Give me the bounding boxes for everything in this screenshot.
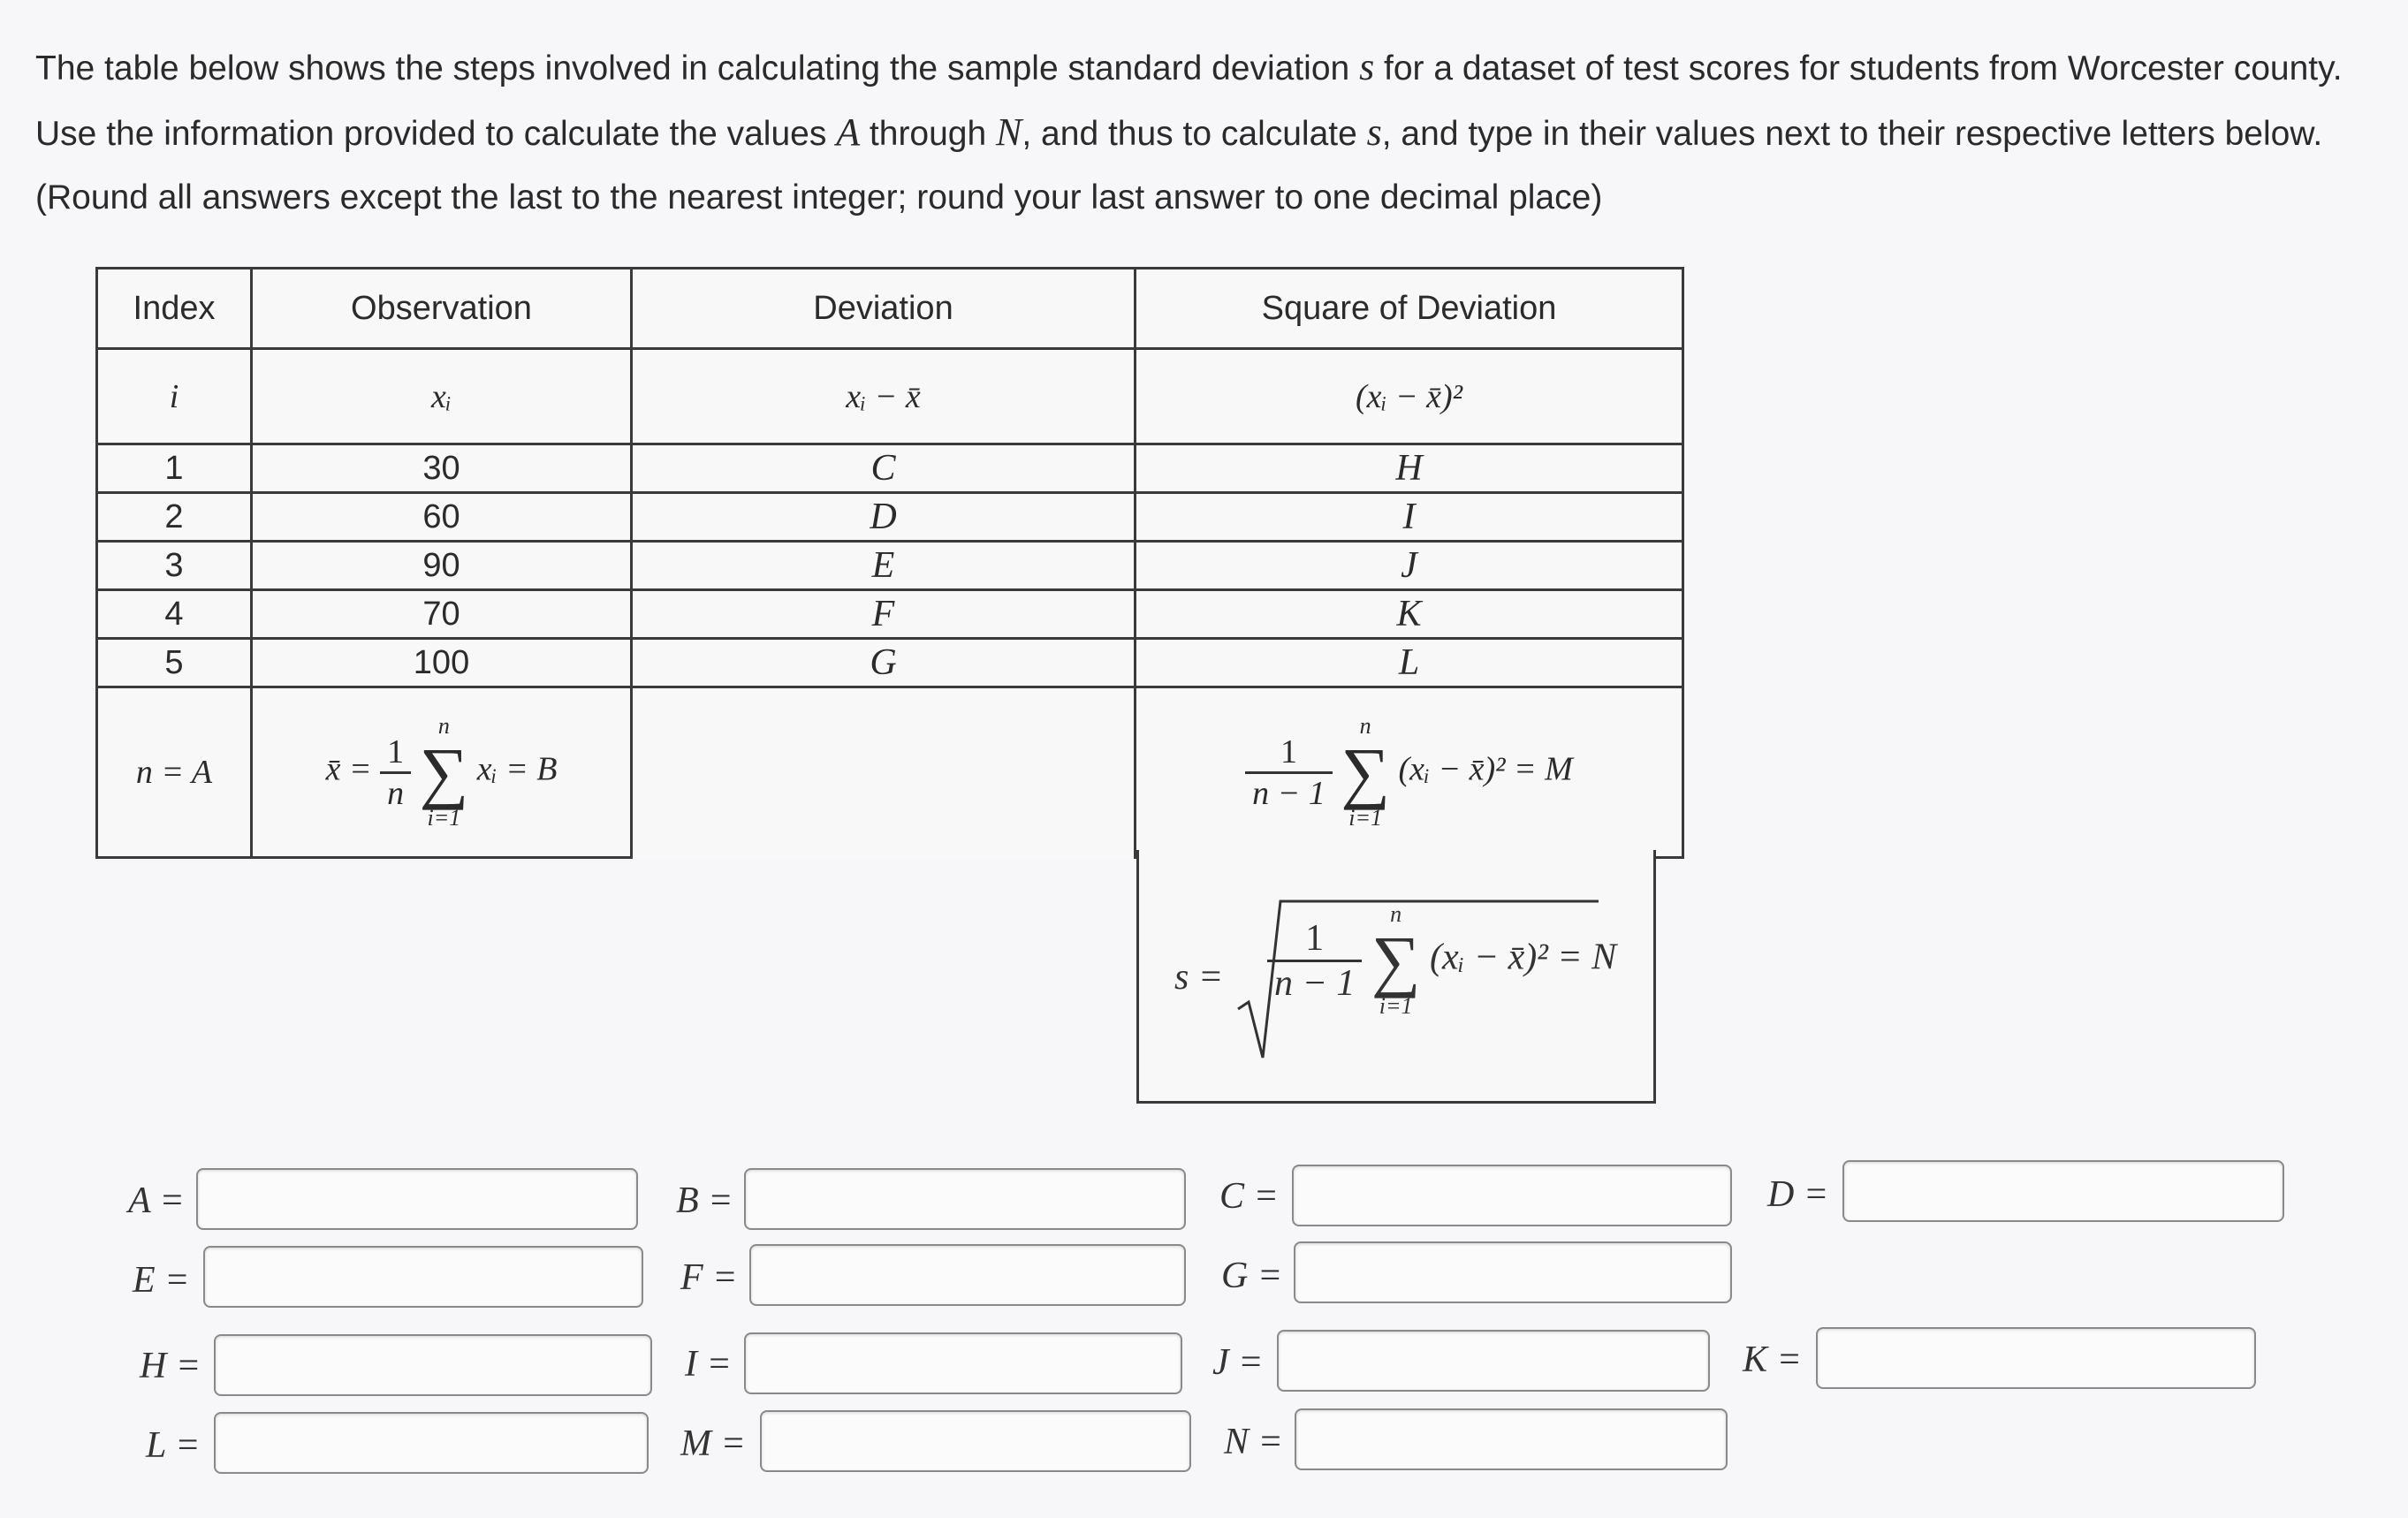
header-deviation: Deviation [632, 269, 1136, 349]
sigma-symbol: n ∑ i=1 [419, 713, 469, 831]
frac-num: 1 [380, 732, 411, 774]
sum-top: n [1390, 901, 1402, 927]
input-J[interactable] [1277, 1330, 1710, 1392]
row-index: 3 [97, 542, 252, 590]
symbol-N: N [996, 110, 1022, 154]
intro-text-5: , and type in their values next to their respective letters below. (Round all answers except the last to the nearest integer; round your last answer to one decimal place) [35, 115, 2323, 216]
symbol-i: i [97, 349, 252, 444]
label-H: H = [140, 1346, 201, 1386]
input-N[interactable] [1295, 1408, 1728, 1470]
label-N: N = [1224, 1422, 1283, 1462]
row-deviation: D [632, 493, 1136, 542]
input-K[interactable] [1816, 1327, 2256, 1389]
symbol-s-2: s [1366, 110, 1382, 154]
symbol-xi: xᵢ [252, 349, 632, 444]
input-F[interactable] [749, 1244, 1186, 1306]
row-observation: 90 [252, 542, 632, 590]
intro-text-2: for a dataset of test scores for students from Worcester county. Use the information provided to calculate the values [35, 49, 2343, 153]
row-index: 1 [97, 444, 252, 493]
frac-den: n [387, 774, 405, 812]
table-row [97, 590, 1683, 639]
std-dev-formula [1136, 850, 1656, 1104]
row-observation: 70 [252, 590, 632, 639]
sd-rhs: (xᵢ − x̄)² = N [1429, 937, 1617, 978]
sum-bottom: i=1 [1379, 993, 1413, 1019]
frac-den: n − 1 [1252, 774, 1326, 812]
mean-lhs: x̄ = [325, 750, 372, 788]
frac-num: 1 [1267, 917, 1362, 962]
label-I: I = [685, 1344, 732, 1385]
row-square: L [1136, 639, 1683, 687]
row-observation: 100 [252, 639, 632, 687]
label-K: K = [1743, 1340, 1802, 1380]
row-deviation: G [632, 639, 1136, 687]
row-square: I [1136, 493, 1683, 542]
input-I[interactable] [744, 1332, 1182, 1394]
row-deviation: F [632, 590, 1136, 639]
sum-top: n [437, 713, 450, 739]
row-deviation: C [632, 444, 1136, 493]
row-square: H [1136, 444, 1683, 493]
label-B: B = [676, 1180, 733, 1221]
header-index: Index [97, 269, 252, 349]
frac-num: 1 [1245, 732, 1333, 774]
table-row [97, 444, 1683, 493]
input-B[interactable] [744, 1168, 1186, 1230]
intro-text-1: The table below shows the steps involved in calculating the sample standard deviation [35, 49, 1360, 87]
symbol-deviation: xᵢ − x̄ [632, 349, 1136, 444]
problem-statement [35, 35, 2377, 230]
table-row [97, 542, 1683, 590]
table-row [97, 493, 1683, 542]
row-deviation: E [632, 542, 1136, 590]
header-observation: Observation [252, 269, 632, 349]
row-index: 4 [97, 590, 252, 639]
sum-bottom: i=1 [1348, 805, 1383, 831]
input-A[interactable] [196, 1168, 638, 1230]
sd-lhs: s = [1174, 957, 1224, 998]
label-E: E = [133, 1260, 190, 1301]
label-D: D = [1767, 1174, 1829, 1215]
one-over-n-minus-1 [1245, 732, 1333, 813]
row-square: J [1136, 542, 1683, 590]
row-observation: 30 [252, 444, 632, 493]
sigma-symbol: n ∑ i=1 [1341, 713, 1390, 831]
input-L[interactable] [214, 1412, 649, 1474]
symbol-square-deviation: (xᵢ − x̄)² [1136, 349, 1683, 444]
label-M: M = [680, 1423, 746, 1464]
label-F: F = [680, 1257, 738, 1298]
sum-top: n [1359, 713, 1371, 739]
sum-bottom: i=1 [427, 805, 461, 831]
variance-rhs: (xᵢ − x̄)² = M [1398, 750, 1573, 788]
input-M[interactable] [760, 1410, 1191, 1472]
std-dev-steps-table [95, 267, 1684, 859]
input-E[interactable] [203, 1246, 643, 1308]
n-formula: n = A [97, 687, 252, 858]
input-G[interactable] [1294, 1241, 1732, 1303]
sigma-symbol: n ∑ i=1 [1371, 901, 1421, 1019]
intro-text-4: , and thus to calculate [1022, 115, 1367, 153]
one-over-n [380, 732, 411, 813]
table-row [97, 639, 1683, 687]
row-square: K [1136, 590, 1683, 639]
label-C: C = [1219, 1176, 1279, 1217]
label-G: G = [1221, 1256, 1283, 1296]
intro-text-3: through [860, 115, 997, 153]
mean-rhs: xᵢ = B [476, 750, 558, 788]
variance-formula [1136, 687, 1683, 858]
one-over-n-minus-1 [1267, 917, 1362, 1005]
input-H[interactable] [214, 1334, 652, 1396]
row-index: 5 [97, 639, 252, 687]
frac-den: n − 1 [1274, 962, 1356, 1004]
mean-formula [252, 687, 632, 858]
row-observation: 60 [252, 493, 632, 542]
label-J: J = [1212, 1342, 1264, 1383]
label-L: L = [146, 1425, 201, 1466]
input-C[interactable] [1292, 1165, 1732, 1226]
symbol-s: s [1359, 45, 1375, 88]
symbol-A: A [836, 110, 861, 154]
label-A: A = [128, 1180, 185, 1221]
input-D[interactable] [1842, 1160, 2284, 1222]
header-square-of-deviation: Square of Deviation [1136, 269, 1683, 349]
row-index: 2 [97, 493, 252, 542]
